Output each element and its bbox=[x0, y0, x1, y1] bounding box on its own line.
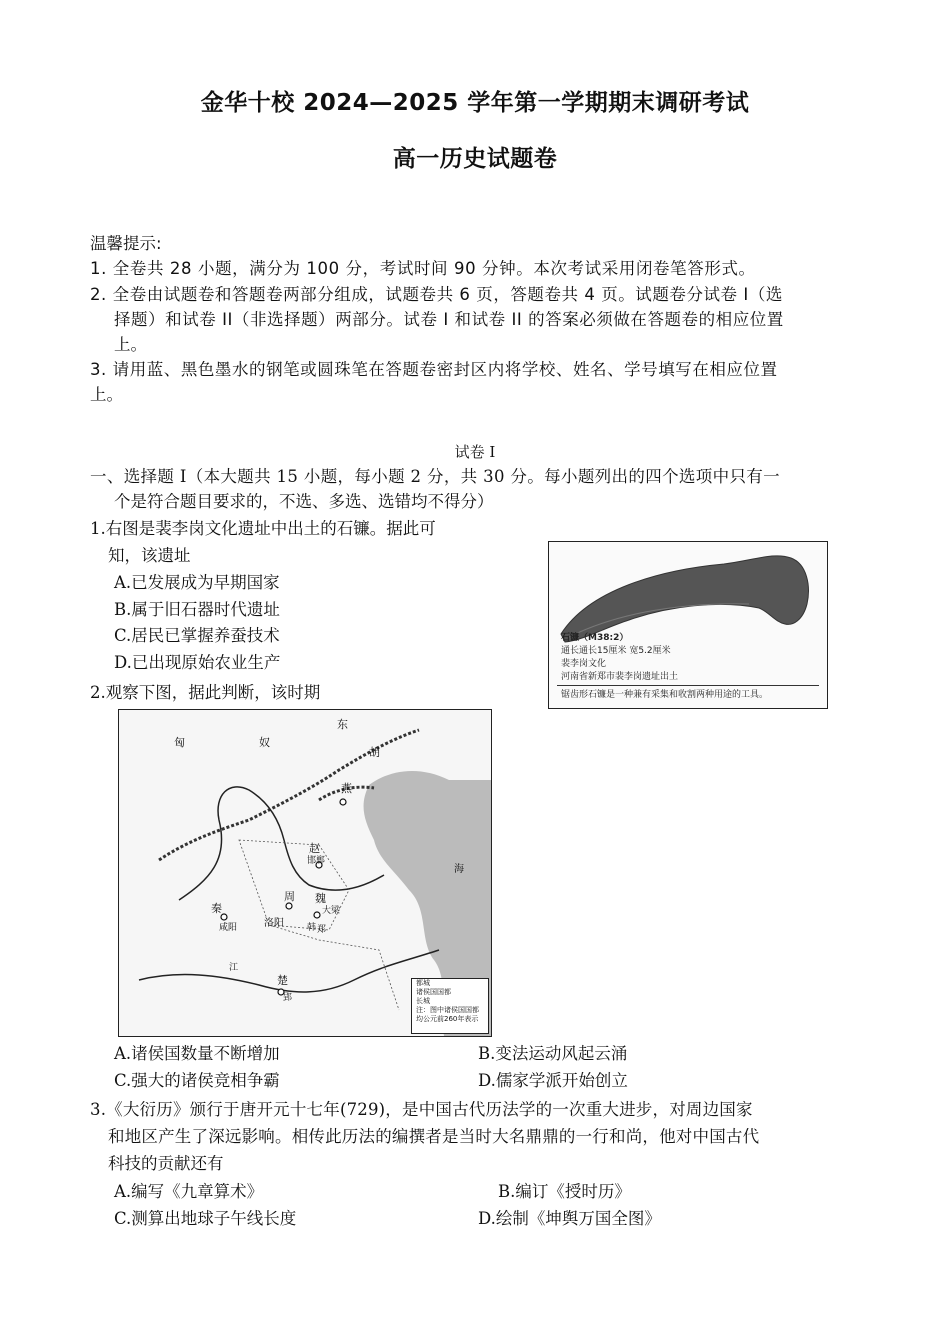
q1-option-c: C.居民已掌握养蚕技术 bbox=[114, 626, 280, 645]
notice-heading: 温馨提示: bbox=[90, 234, 162, 253]
map-label-xianyang: 咸阳 bbox=[219, 923, 238, 933]
legend-capital: 都城 bbox=[416, 979, 430, 987]
map-label-zhao: 赵 bbox=[309, 842, 320, 855]
q1-option-d: D.已出现原始农业生产 bbox=[114, 653, 281, 672]
map-label-handan: 邯郸 bbox=[307, 856, 326, 866]
map-label-daliang: 大梁 bbox=[322, 906, 341, 916]
notice-item-1: 1. 全卷共 28 小题，满分为 100 分，考试时间 90 分钟。本次考试采用闭卷笔答形式。 bbox=[90, 259, 756, 278]
q2-option-d: D.儒家学派开始创立 bbox=[478, 1071, 628, 1090]
q3-option-a: A.编写《九章算术》 bbox=[114, 1182, 264, 1201]
map-label-chu: 楚 bbox=[277, 974, 288, 987]
map-label-qin: 秦 bbox=[211, 902, 222, 915]
notice-item-3-line-2: 上。 bbox=[90, 385, 123, 404]
notice-item-2-line-3: 上。 bbox=[114, 335, 147, 354]
q2-option-c: C.强大的诸侯竞相争霸 bbox=[114, 1071, 280, 1090]
exam-title: 金华十校 2024—2025 学年第一学期期末调研考试 bbox=[200, 90, 750, 116]
map-label-wei: 魏 bbox=[315, 892, 326, 905]
notice-item-2-line-1: 2. 全卷由试题卷和答题卷两部分组成，试题卷共 6 页，答题卷共 4 页。试题卷分试卷 I（选 bbox=[90, 285, 783, 304]
legend-state-capital: 诸侯国国都 bbox=[416, 988, 451, 996]
q3-option-b: B.编订《授时历》 bbox=[498, 1182, 631, 1201]
q1-option-a: A.已发展成为早期国家 bbox=[114, 573, 280, 592]
map-legend bbox=[411, 978, 489, 1034]
figure-caption-culture: 裴李岗文化 bbox=[561, 659, 607, 669]
map-label-jiang: 江 bbox=[229, 963, 239, 973]
stone-sickle-figure bbox=[548, 541, 828, 709]
q1-option-b: B.属于旧石器时代遗址 bbox=[114, 600, 280, 619]
q3-stem-line-2: 和地区产生了深远影响。相传此历法的编撰者是当时大名鼎鼎的一行和尚，他对中国古代 bbox=[108, 1127, 760, 1146]
q2-option-a: A.诸侯国数量不断增加 bbox=[114, 1044, 280, 1063]
figure-caption-site: 河南省新郑市裴李岗遗址出土 bbox=[561, 672, 679, 682]
map-label-zheng: 郑 bbox=[317, 925, 327, 935]
legend-great-wall: 长城 bbox=[416, 997, 430, 1005]
map-label-yan: 燕 bbox=[341, 782, 352, 795]
figure-caption-note: 锯齿形石镰是一种兼有采集和收割两种用途的工具。 bbox=[561, 690, 769, 700]
map-label-zhou: 周 bbox=[284, 890, 295, 903]
map-label-ying: 郢 bbox=[283, 993, 293, 1003]
figure-caption-title: 石镰（M38:2） bbox=[561, 633, 629, 643]
figure-caption-size: 通长通长15厘米 宽5.2厘米 bbox=[561, 646, 671, 656]
map-label-hai: 海 bbox=[454, 864, 464, 875]
map-label-luoyang: 洛阳 bbox=[264, 918, 284, 929]
exam-subtitle: 高一历史试题卷 bbox=[392, 146, 558, 172]
q1-stem-line-1: 1.右图是裴李岗文化遗址中出土的石镰。据此可 bbox=[90, 519, 436, 538]
paper-1-title: 试卷 I bbox=[454, 443, 496, 461]
notice-item-3-line-1: 3. 请用蓝、黑色墨水的钢笔或圆珠笔在答题卷密封区内将学校、姓名、学号填写在相应位置 bbox=[90, 360, 778, 379]
q3-stem-line-3: 科技的贡献还有 bbox=[108, 1154, 224, 1173]
q3-option-c: C.测算出地球子午线长度 bbox=[114, 1209, 297, 1228]
legend-note-1: 注：图中诸侯国国都 bbox=[416, 1006, 479, 1014]
legend-note-2: 均公元前260年表示 bbox=[416, 1015, 479, 1023]
map-label-dong: 东 bbox=[337, 718, 348, 731]
notice-item-2-line-2: 择题）和试卷 II（非选择题）两部分。试卷 I 和试卷 II 的答案必须做在答题卷的相应位置 bbox=[114, 310, 784, 329]
map-label-han: 韩 bbox=[307, 923, 317, 933]
q2-stem: 2.观察下图，据此判断，该时期 bbox=[90, 683, 321, 702]
warring-states-map bbox=[118, 709, 492, 1037]
map-label-xiong: 匈 bbox=[174, 736, 185, 749]
section-1-line-1: 一、选择题 I（本大题共 15 小题，每小题 2 分，共 30 分。每小题列出的四个选项中只有一 bbox=[90, 467, 781, 486]
q3-stem-line-1: 3.《大衍历》颁行于唐开元十七年(729)，是中国古代历法学的一次重大进步，对周边国家 bbox=[90, 1100, 753, 1119]
map-label-nu: 奴 bbox=[259, 736, 270, 749]
q1-stem-line-2: 知，该遗址 bbox=[108, 546, 191, 565]
figure-caption-divider bbox=[557, 685, 819, 686]
section-1-line-2: 个是符合题目要求的，不选、多选、选错均不得分） bbox=[114, 492, 494, 511]
q3-option-d: D.绘制《坤舆万国全图》 bbox=[478, 1209, 661, 1228]
q2-option-b: B.变法运动风起云涌 bbox=[478, 1044, 628, 1063]
map-label-hu: 胡 bbox=[369, 746, 380, 759]
